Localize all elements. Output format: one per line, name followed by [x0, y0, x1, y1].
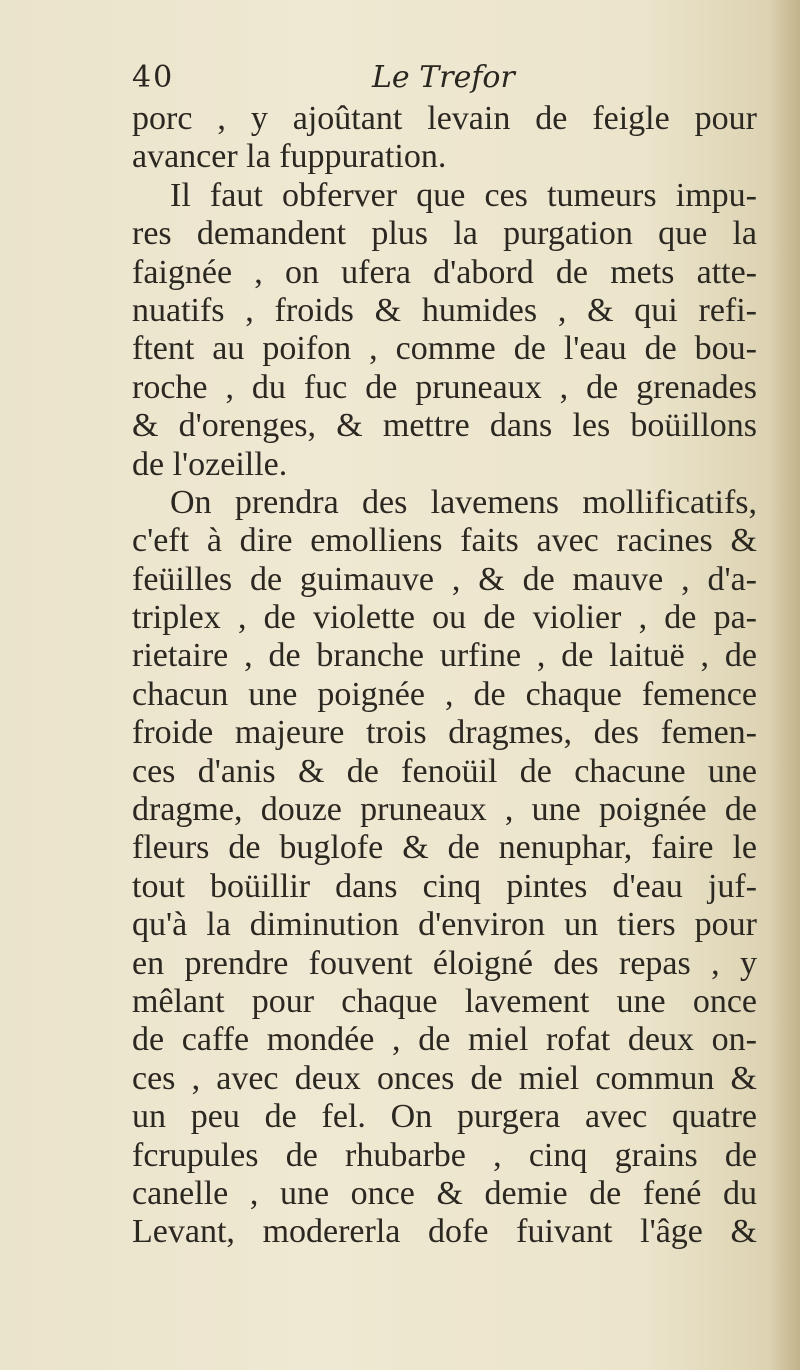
text-line: en prendre fouvent éloigné des repas , y — [132, 944, 757, 982]
text-line: triplex , de violette ou de violier , de pa- — [132, 599, 757, 637]
text-line: chacun une poignée , de chaque femence — [132, 675, 757, 713]
text-line: de l'ozeille. — [132, 445, 288, 483]
running-head — [132, 58, 772, 102]
body-text — [132, 100, 757, 1252]
text-line: porc , y ajoûtant levain de feigle pour — [132, 100, 757, 137]
text-line: dragme, douze pruneaux , une poignée de — [132, 791, 757, 829]
text-line: Levant, modererla dofe fuivant l'âge & — [132, 1213, 757, 1251]
text-line: ces d'anis & de fenoüil de chacune une — [132, 752, 757, 790]
text-line: On prendra des lavemens mollificatifs, — [170, 483, 757, 521]
text-line: nuatifs , froids & humides , & qui refi- — [132, 291, 757, 329]
text-line: tout boüillir dans cinq pintes d'eau juf- — [132, 867, 757, 905]
running-title: Le Trefor — [372, 60, 515, 95]
text-line: fcrupules de rhubarbe , cinq grains de — [132, 1136, 757, 1174]
text-line: froide majeure trois dragmes, des femen- — [132, 714, 757, 752]
text-line: roche , du fuc de pruneaux , de grenades — [132, 368, 757, 406]
page-number: 40 — [132, 60, 175, 95]
text-line: un peu de fel. On purgera avec quatre — [132, 1098, 757, 1136]
text-line: avancer la fuppuration. — [132, 138, 447, 176]
text-line: c'eft à dire emolliens faits avec racines & — [132, 522, 757, 560]
text-line: rietaire , de branche urfine , de laituë , de — [132, 637, 757, 675]
text-line: & d'orenges, & mettre dans les boüillons — [132, 407, 757, 445]
text-line: feüilles de guimauve , & de mauve , d'a- — [132, 560, 757, 598]
text-line: canelle , une once & demie de fené du — [132, 1174, 757, 1212]
text-line: faignée , on ufera d'abord de mets atte- — [132, 253, 757, 291]
text-line: ces , avec deux onces de miel commun & — [132, 1059, 757, 1097]
text-line: ftent au poifon , comme de l'eau de bou- — [132, 330, 757, 368]
page-gutter-shadow — [770, 0, 800, 1370]
text-line: fleurs de buglofe & de nenuphar, faire le — [132, 829, 757, 867]
text-line: Il faut obferver que ces tumeurs impu- — [170, 176, 757, 214]
text-line: res demandent plus la purgation que la — [132, 215, 757, 253]
text-line: mêlant pour chaque lavement une once — [132, 982, 757, 1020]
text-line: de caffe mondée , de miel rofat deux on- — [132, 1021, 757, 1059]
text-line: qu'à la diminution d'environ un tiers pour — [132, 906, 757, 944]
